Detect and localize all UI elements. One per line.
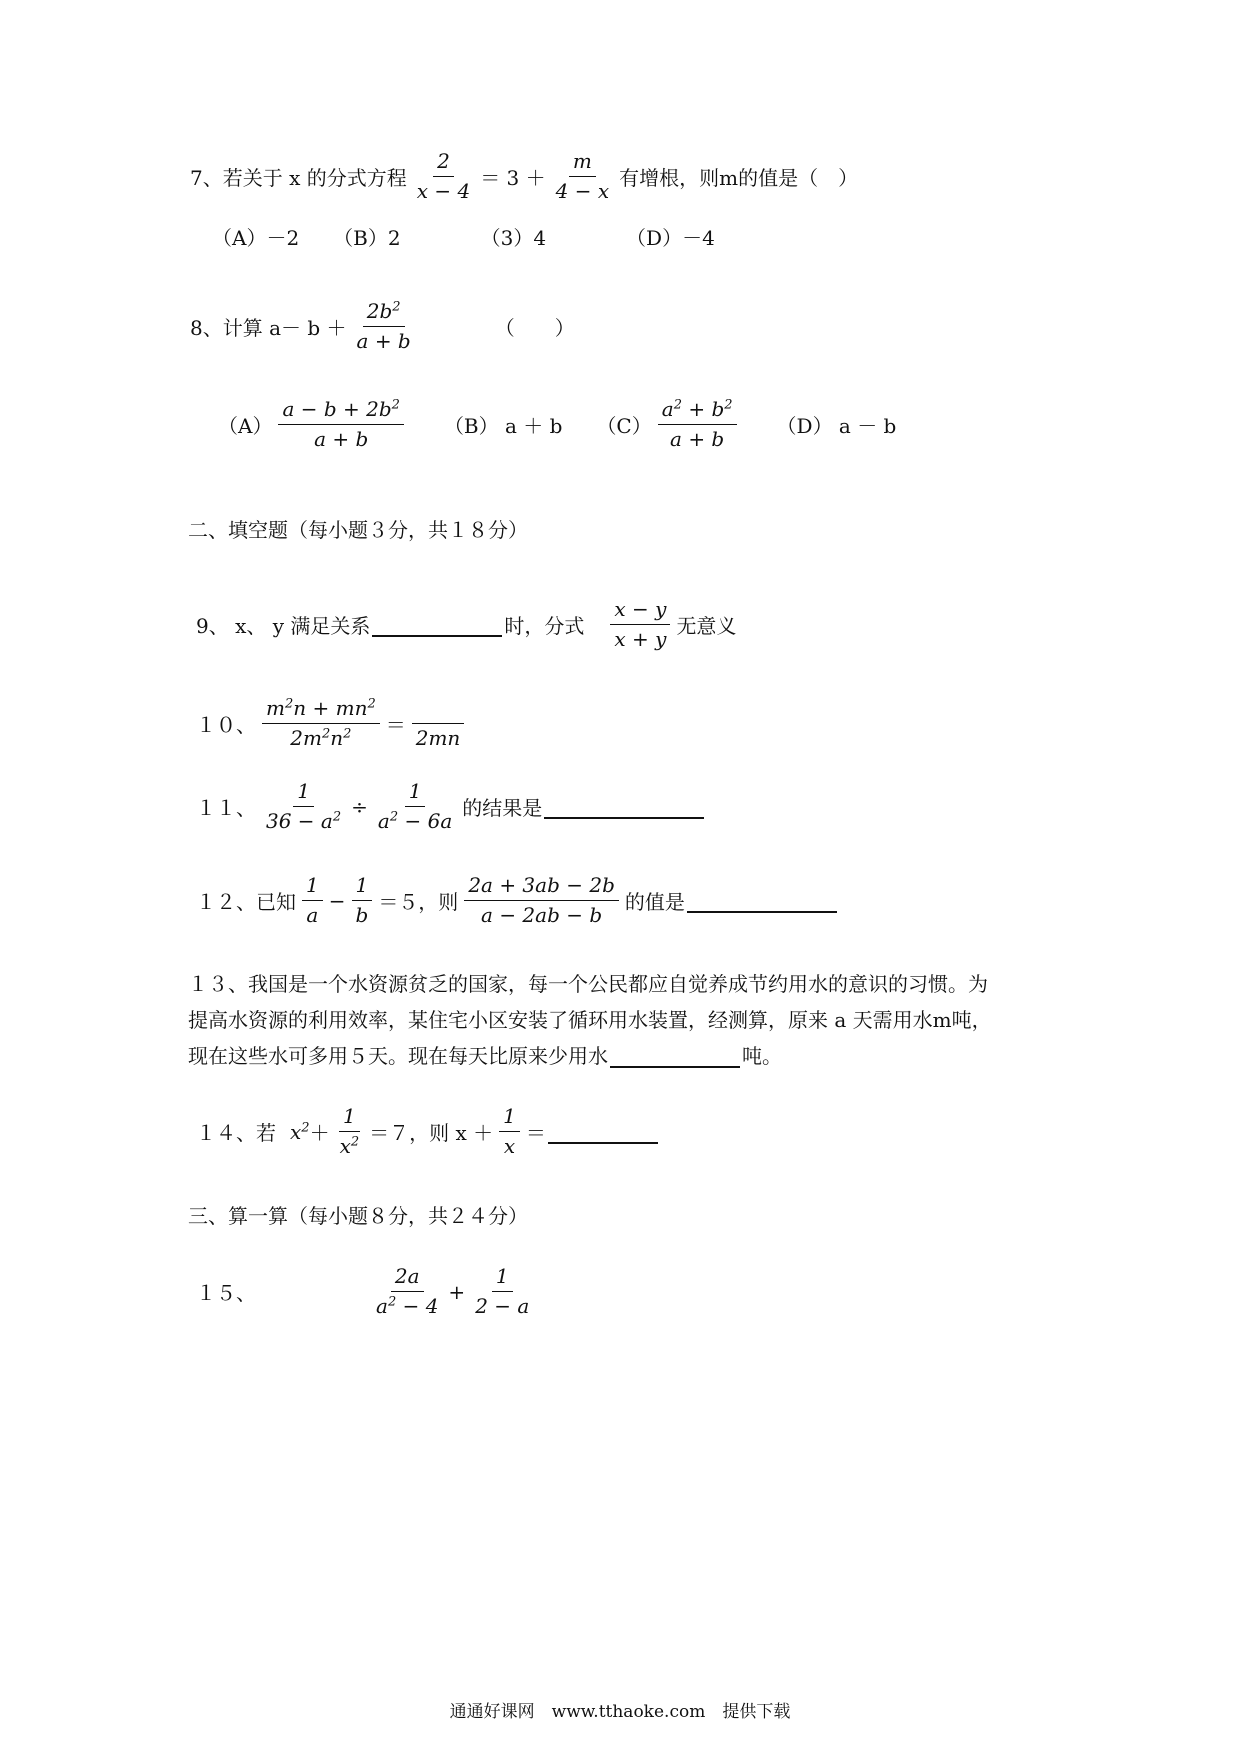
q10-rhs-denominator: 2mn (415, 725, 461, 750)
question-11 (196, 780, 706, 833)
question-10 (196, 697, 470, 750)
q12-frac3-denominator: a − 2ab − b (481, 903, 603, 927)
q11-fraction-2 (374, 780, 456, 833)
q12-fraction-1 (302, 874, 323, 927)
q8-fraction (353, 300, 415, 353)
q10-fraction-lhs (262, 697, 380, 750)
q11-answer-blank[interactable] (544, 795, 704, 819)
q7-option-b: （B）2 (333, 226, 401, 250)
question-8 (190, 300, 575, 353)
q12-minus: − (328, 888, 346, 913)
q10-lhs-denominator: $2m^2n^2$ (290, 726, 352, 750)
q11-frac2-numerator: 1 (405, 780, 426, 807)
q9-prefix: 9、 x、 y 满足关系 (196, 614, 371, 638)
question-13 (188, 966, 1068, 1074)
q12-prefix: １２、已知 (196, 890, 296, 914)
q9-answer-blank[interactable] (372, 613, 502, 637)
section-3-title: 三、算一算（每小题８分，共２４分） (188, 1204, 528, 1228)
q12-fraction-3 (464, 874, 619, 927)
q8-frac-numerator: $2b^2$ (363, 300, 405, 327)
q11-frac2-denominator: $a^2 - 6a$ (377, 809, 453, 833)
q13-line-2: 提高水资源的利用效率，某住宅小区安装了循环用水装置，经测算，原来 a 天需用水m吨， (188, 1008, 992, 1032)
q7-frac2-denominator: 4 − x (555, 179, 610, 203)
q7-fraction-2 (552, 150, 613, 203)
section-2-title: 二、填空题（每小题３分，共１８分） (188, 518, 528, 542)
q12-answer-blank[interactable] (687, 889, 837, 913)
q8-opt-a-numerator: $a - b + 2b^2$ (278, 398, 403, 425)
q8-options (218, 398, 896, 451)
q8-option-a-label: （A） (218, 414, 273, 438)
question-9 (196, 598, 736, 651)
q7-fraction-1 (413, 150, 474, 203)
q12-frac2-numerator: 1 (352, 874, 373, 901)
q11-fraction-1 (262, 780, 345, 833)
q7-mid: ＝ 3 ＋ (480, 166, 546, 190)
q8-opt-c-denominator: a + b (670, 427, 725, 451)
q12-fraction-2 (352, 874, 373, 927)
q11-prefix: １１、 (196, 796, 256, 820)
page-footer: 通通好课网 www.tthaoke.com 提供下载 (449, 1702, 791, 1722)
q7-frac2-numerator: m (569, 150, 596, 177)
q8-prefix: 8、计算 a－ b ＋ (190, 316, 347, 340)
q8-opt-c-numerator: $a^2 + b^2$ (658, 398, 737, 425)
q9-frac-numerator: x − y (610, 598, 670, 625)
q12-frac1-numerator: 1 (302, 874, 323, 901)
q7-option-a: （A）－2 (212, 226, 300, 250)
q7-option-d: （D）－4 (626, 226, 715, 250)
q13-line-3-suffix: 吨。 (742, 1044, 782, 1068)
q14-frac1-numerator: 1 (339, 1105, 360, 1132)
q15-frac1-numerator: 2a (391, 1265, 424, 1292)
q12-frac3-numerator: 2a + 3ab − 2b (464, 874, 619, 901)
q8-opt-a-denominator: a + b (314, 427, 369, 451)
q14-frac2-denominator: x (503, 1134, 516, 1158)
q7-options (212, 222, 715, 251)
q8-paren: （ ） (494, 316, 575, 340)
q7-option-c: （3）4 (480, 226, 547, 250)
q7-suffix: 有增根，则m的值是（ ） (619, 166, 859, 190)
q13-line-1: １３、我国是一个水资源贫乏的国家，每一个公民都应自觉养成节约用水的意识的习惯。为 (188, 972, 988, 996)
question-14 (196, 1105, 660, 1158)
q14-plus: ＋ (309, 1121, 330, 1145)
q14-answer-blank[interactable] (548, 1120, 658, 1144)
q9-fraction (610, 598, 670, 651)
q11-operator: ÷ (351, 794, 368, 819)
q8-frac-denominator: a + b (356, 329, 411, 353)
q14-x-term: $x^2$ (290, 1119, 310, 1144)
q13-line-3 (188, 1038, 1068, 1074)
q15-fraction-1 (372, 1265, 442, 1318)
question-12 (196, 874, 839, 927)
q10-equals: ＝ (385, 713, 406, 737)
q13-line-3-prefix: 现在这些水可多用５天。现在每天比原来少用水 (188, 1044, 608, 1068)
q7-frac1-denominator: x − 4 (416, 179, 471, 203)
q10-prefix: １０、 (196, 713, 256, 737)
q10-rhs-numerator-blank[interactable] (412, 698, 464, 724)
q14-mid: ＝７，则 x ＋ (369, 1121, 494, 1145)
q10-fraction-rhs[interactable] (412, 698, 465, 750)
q13-answer-blank[interactable] (610, 1044, 740, 1068)
q8-option-b: （B） a ＋ b (443, 414, 563, 438)
q12-suffix: 的值是 (624, 890, 685, 914)
q8-option-c-fraction (658, 398, 737, 451)
q14-fraction-2 (499, 1105, 520, 1158)
question-7 (190, 150, 858, 203)
question-15 (196, 1265, 539, 1318)
q11-suffix: 的结果是 (462, 796, 543, 820)
q9-suffix: 无意义 (676, 614, 737, 638)
q15-frac2-denominator: 2 − a (475, 1294, 530, 1318)
q15-fraction-2 (471, 1265, 533, 1318)
q14-frac2-numerator: 1 (499, 1105, 520, 1132)
q9-frac-denominator: x + y (614, 627, 667, 651)
q7-frac1-numerator: 2 (433, 150, 454, 177)
q11-frac1-numerator: 1 (293, 780, 314, 807)
q10-lhs-numerator: $m^2n + mn^2$ (262, 697, 380, 724)
q14-frac1-denominator: $x^2$ (339, 1134, 360, 1158)
q15-frac1-denominator: $a^2 - 4$ (376, 1294, 439, 1318)
q9-mid: 时，分式 (504, 614, 585, 638)
q15-plus: + (448, 1279, 466, 1304)
q8-option-a-fraction (278, 398, 403, 451)
q8-option-d: （D） a － b (776, 414, 897, 438)
q14-fraction-1 (336, 1105, 364, 1158)
q12-frac1-denominator: a (306, 903, 319, 927)
q15-prefix: １５、 (196, 1281, 256, 1305)
q14-prefix: １４、若 (196, 1121, 276, 1145)
q8-option-c-label: （C） (596, 414, 652, 438)
q11-frac1-denominator: $36 - a^2$ (266, 809, 342, 833)
q7-prefix: 7、若关于 x 的分式方程 (190, 166, 407, 190)
q12-mid: ＝５，则 (378, 890, 459, 914)
q14-equals: ＝ (525, 1121, 546, 1145)
q15-frac2-numerator: 1 (492, 1265, 513, 1292)
q12-frac2-denominator: b (355, 903, 369, 927)
